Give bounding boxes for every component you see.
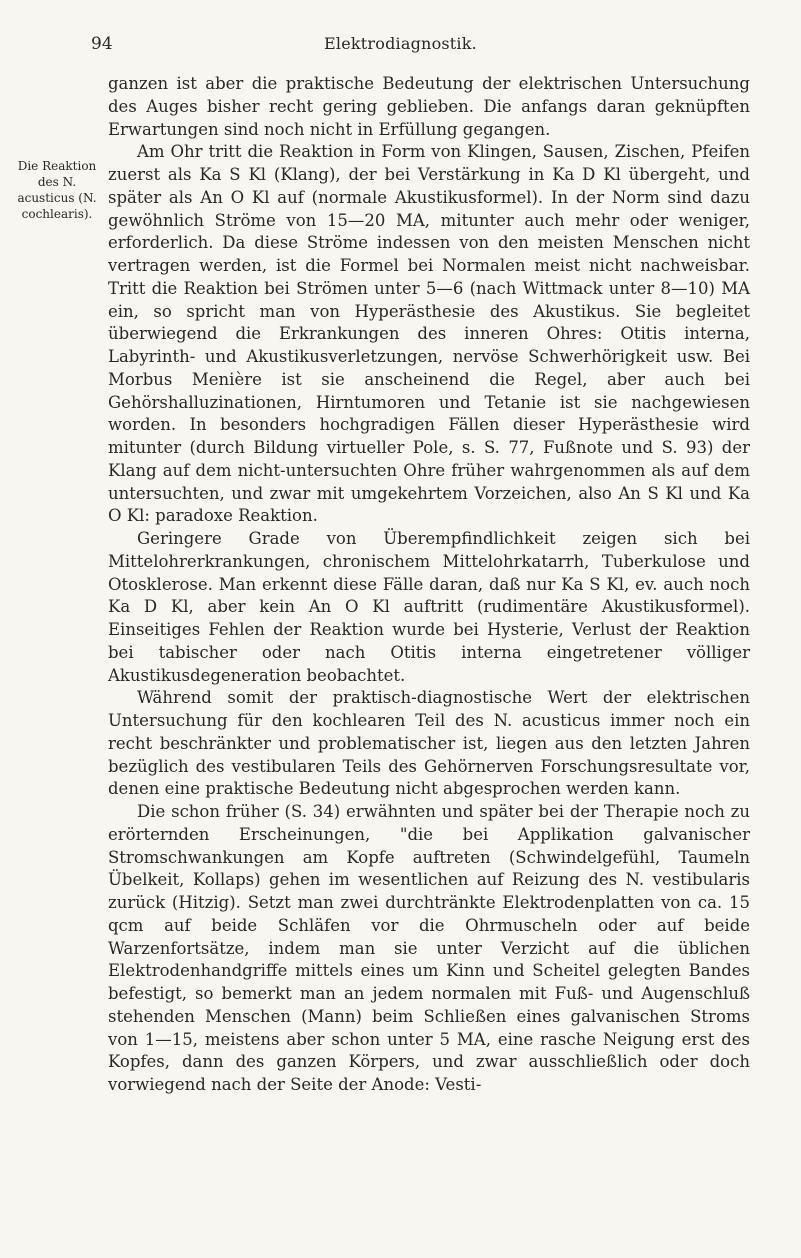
margin-note-line: Die Reaktion <box>17 159 97 173</box>
margin-note-line: cochlearis). <box>21 207 93 221</box>
running-head: Elektrodiagnostik. <box>324 34 477 53</box>
page-header <box>0 20 801 54</box>
margin-note <box>14 158 100 222</box>
body-text <box>108 73 750 1097</box>
page-number: 94 <box>91 34 113 54</box>
paragraph-3: Geringere Grade von Überempfindlichkeit zeigen sich bei Mittelohrerkrankungen, chronischem Mittelohrkatarrh, Tuberkulose und Otosklerose. Man erkennt diese Fälle daran, daß nur Ka S Kl, ev. auch noch Ka D Kl, aber kein An O Kl auftritt (rudimentäre Akustikusformel). Einseitiges Fehlen der Reaktion wurde bei Hysterie, Verlust der Reaktion bei tabischer oder nach Otitis interna eingetretener völliger Akustikusdegeneration beobachtet. <box>108 529 750 685</box>
paragraph-5: Die schon früher (S. 34) erwähnten und später bei der Therapie noch zu erörternden Erscheinungen, "die bei Applikation galvanischer Stromschwankungen am Kopfe auftreten (Schwindelgefühl, Taumeln Übelkeit, Kollaps) gehen im wesentlichen auf Reizung des N. vestibularis zurück (Hitzig). Setzt man zwei durchtränkte Elektrodenplatten von ca. 15 qcm auf beide Schläfen vor die Ohrmuscheln oder auf beide Warzenfortsätze, indem man sie unter Verzicht auf die üblichen Elektrodenhandgriffe mittels eines um Kinn und Scheitel gelegten Bandes befestigt, so bemerkt man an jedem normalen mit Fuß- und Augenschluß stehenden Menschen (Mann) beim Schließen eines galvanischen Stroms von 1—15, meistens aber schon unter 5 MA, eine rasche Neigung erst des Kopfes, dann des ganzen Körpers, und zwar ausschließlich oder doch vorwiegend nach der Seite der Anode: Vesti- <box>108 802 750 1094</box>
paragraph-2: Am Ohr tritt die Reaktion in Form von Klingen, Sausen, Zischen, Pfeifen zuerst als Ka S Kl (Klang), der bei Verstärkung in Ka D Kl übergeht, und später als An O Kl auf (normale Akustikusformel). In der Norm sind dazu gewöhnlich Ströme von 15—20 MA, mitunter auch mehr oder weniger, erforderlich. Da diese Ströme indessen von den meisten Menschen nicht vertragen werden, ist die Formel bei Normalen meist nicht nachweisbar. Tritt die Reaktion bei Strömen unter 5—6 (nach Wittmack unter 8—10) MA ein, so spricht man von Hyperästhesie des Akustikus. Sie begleitet überwiegend die Erkrankungen des inneren Ohres: Otitis interna, Labyrinth- und Akustikusverletzungen, nervöse Schwerhörigkeit usw. Bei Morbus Menière ist sie anscheinend die Regel, aber auch bei Gehörshalluzinationen, Hirntumoren und Tetanie ist sie nachgewiesen worden. In besonders hochgradigen Fällen dieser Hyperästhesie wird mitunter (durch Bildung virtueller Pole, s. S. 77, Fußnote und S. 93) der Klang auf dem nicht-untersuchten Ohre früher wahrgenommen als auf dem untersuchten, und zwar mit umgekehrtem Vorzeichen, also An S Kl und Ka O Kl: paradoxe Reaktion. <box>108 142 750 526</box>
margin-note-line: acusticus (N. <box>17 191 97 205</box>
margin-note-line: des N. <box>37 175 77 189</box>
paragraph-1: ganzen ist aber die praktische Bedeutung der elektrischen Untersuchung des Auges bisher recht gering geblieben. Die anfangs daran geknüpften Erwartungen sind noch nicht in Erfüllung gegangen. <box>108 74 750 139</box>
paragraph-4: Während somit der praktisch-diagnostische Wert der elektrischen Untersuchung für den kochlearen Teil des N. acusticus immer noch ein recht beschränkter und problematischer ist, liegen aus den letzten Jahren bezüglich des vestibularen Teils des Gehörnerven Forschungsresultate vor, denen eine praktische Bedeutung nicht abgesprochen werden kann. <box>108 688 750 799</box>
